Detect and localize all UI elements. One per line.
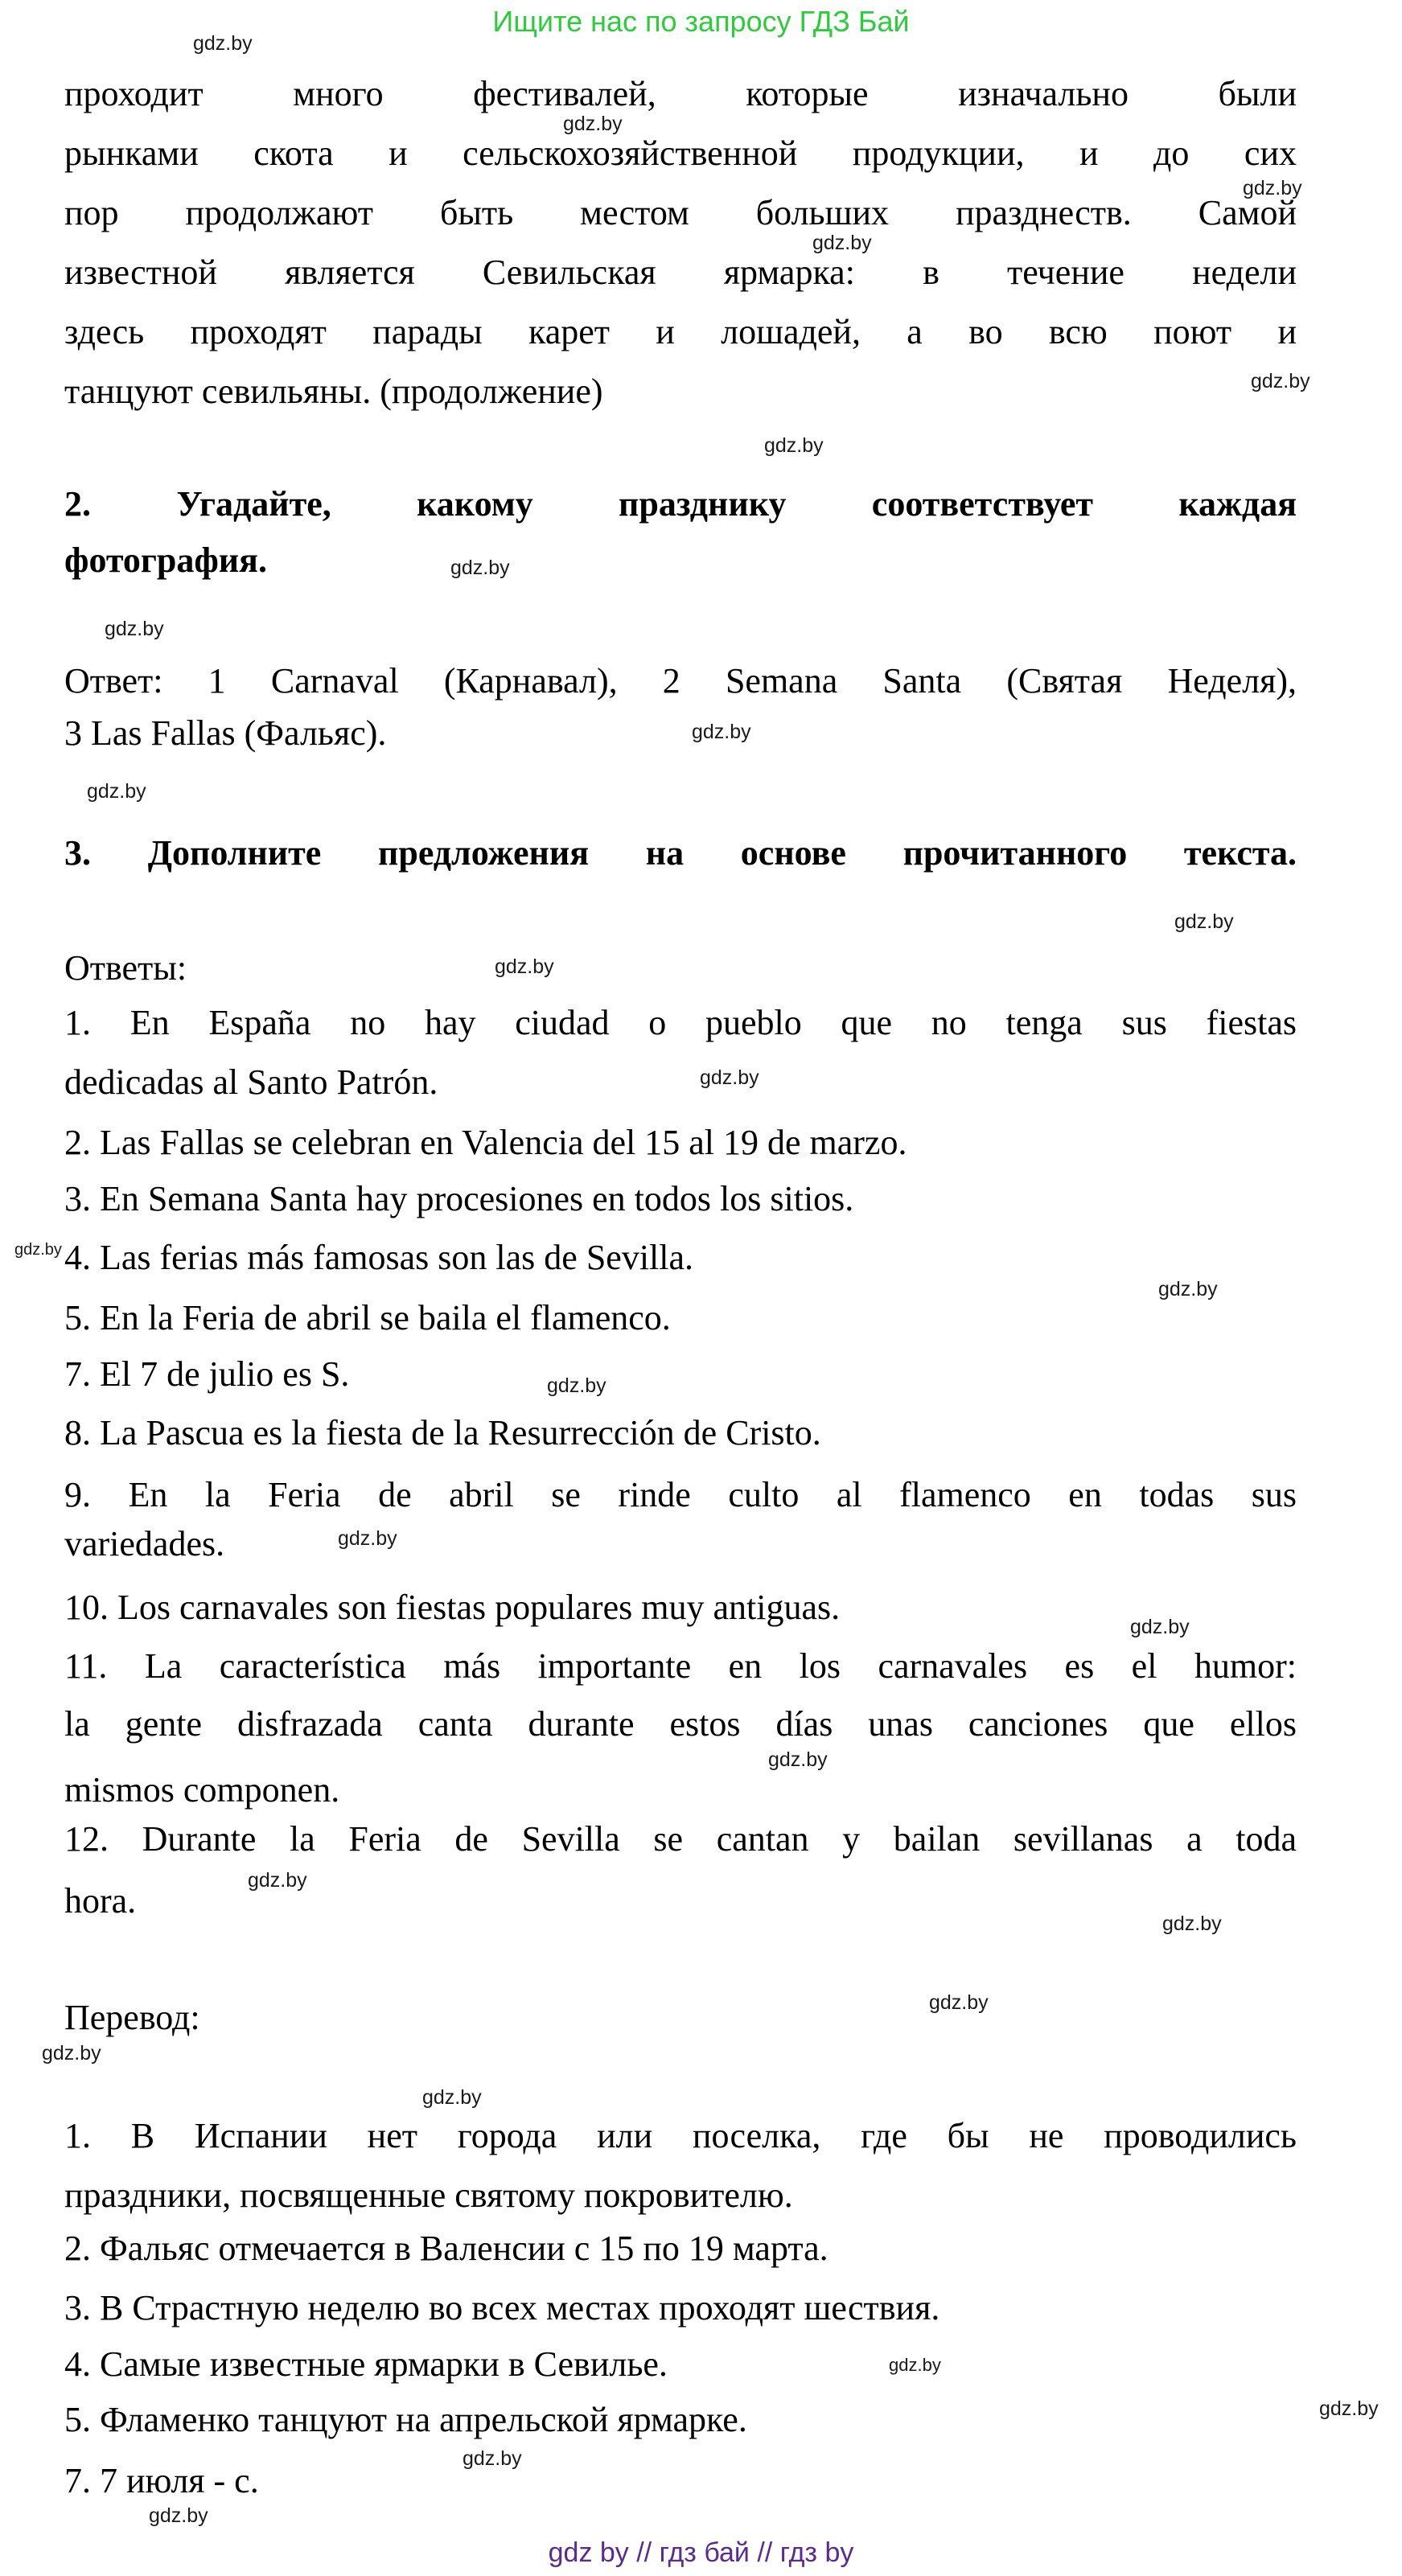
gdz-watermark: gdz.by xyxy=(563,113,623,135)
text-paragraph-line: танцуют севильяны. (продолжение) xyxy=(64,372,603,411)
spanish-answer-line: 1. En España no hay ciudad o pueblo que no tenga sus fiestas xyxy=(64,1003,1297,1042)
text-paragraph-line: пор продолжают быть местом больших празднеств. Самой xyxy=(64,193,1297,232)
gdz-watermark: gdz.by xyxy=(42,2042,101,2064)
text-paragraph-line: проходит много фестивалей, которые изначально были xyxy=(64,74,1297,113)
russian-translation-line: 7. 7 июля - с. xyxy=(64,2461,259,2500)
gdz-watermark: gdz.by xyxy=(105,618,164,640)
text-paragraph-line: известной является Севильская ярмарка: в течение недели xyxy=(64,253,1297,292)
gdz-watermark: gdz.by xyxy=(700,1066,759,1089)
gdz-watermark: gdz.by xyxy=(812,232,872,254)
gdz-watermark: gdz.by xyxy=(248,1869,307,1892)
spanish-answer-line: 10. Los carnavales son fiestas populares muy antiguas. xyxy=(64,1588,841,1627)
russian-translation-line: 1. В Испании нет города или поселка, где бы не проводились xyxy=(64,2116,1297,2155)
task2-heading-line: 2. Угадайте, какому празднику соответствует каждая xyxy=(64,484,1297,524)
spanish-answer-line: 8. La Pascua es la fiesta de la Resurrección de Cristo. xyxy=(64,1413,821,1452)
text-paragraph-line: рынками скота и сельскохозяйственной продукции, и до сих xyxy=(64,134,1297,173)
task3-heading: 3. Дополните предложения на основе прочитанного текста. xyxy=(64,833,1297,873)
gdz-watermark: gdz.by xyxy=(1162,1912,1222,1935)
gdz-watermark: gdz.by xyxy=(338,1527,397,1550)
gdz-watermark: gdz.by xyxy=(547,1374,606,1397)
promo-banner: Ищите нас по запросу ГДЗ Бай xyxy=(492,5,910,38)
gdz-watermark: gdz.by xyxy=(87,780,146,803)
gdz-watermark: gdz.by xyxy=(149,2504,208,2527)
gdz-watermark: gdz.by xyxy=(422,2086,482,2109)
text-paragraph-line: здесь проходят парады карет и лошадей, а во всю поют и xyxy=(64,312,1297,351)
spanish-answer-line: 9. En la Feria de abril se rinde culto al flamenco en todas sus xyxy=(64,1475,1297,1514)
spanish-answer-line: hora. xyxy=(64,1881,137,1921)
task2-heading-line: фотография. xyxy=(64,540,267,580)
gdz-watermark: gdz.by xyxy=(692,721,751,743)
spanish-answer-line: mismos componen. xyxy=(64,1770,340,1810)
gdz-watermark: gdz.by xyxy=(1158,1278,1218,1300)
task2-answer-line: 3 Las Fallas (Фальяс). xyxy=(64,713,387,753)
spanish-answer-line: 3. En Semana Santa hay procesiones en todos los sitios. xyxy=(64,1179,854,1218)
gdz-watermark: gdz.by xyxy=(1130,1616,1190,1638)
gdz-watermark: gdz.by xyxy=(768,1748,828,1771)
russian-translation-line: 4. Самые известные ярмарки в Севилье. xyxy=(64,2344,668,2384)
gdz-watermark: gdz.by xyxy=(1174,910,1234,933)
spanish-answer-line: la gente disfrazada canta durante estos días unas canciones que ellos xyxy=(64,1704,1297,1744)
russian-translation-line: 5. Фламенко танцуют на апрельской ярмарке. xyxy=(64,2400,747,2439)
task2-answer-line: Ответ: 1 Carnaval (Карнавал), 2 Semana Santa (Святая Неделя), xyxy=(64,661,1297,700)
gdz-watermark: gdz.by xyxy=(929,1991,989,2014)
spanish-answer-line: 11. La característica más importante en los carnavales es el humor: xyxy=(64,1646,1297,1686)
spanish-answer-line: 4. Las ferias más famosas son las de Sevilla. xyxy=(64,1238,694,1277)
spanish-answer-line: variedades. xyxy=(64,1524,225,1563)
russian-translation-line: 2. Фальяс отмечается в Валенсии с 15 по 19 марта. xyxy=(64,2229,828,2268)
russian-translation-line: праздники, посвященные святому покровителю. xyxy=(64,2175,793,2215)
gdz-watermark: gdz.by xyxy=(450,557,510,579)
translation-label: Перевод: xyxy=(64,1998,200,2037)
spanish-answer-line: 5. En la Feria de abril se baila el flamenco. xyxy=(64,1298,671,1337)
spanish-answer-line: 7. El 7 de julio es S. xyxy=(64,1354,350,1394)
russian-translation-line: 3. В Страстную неделю во всех местах проходят шествия. xyxy=(64,2288,940,2327)
gdz-watermark: gdz.by xyxy=(889,2355,941,2375)
spanish-answer-line: 12. Durante la Feria de Sevilla se cantan y bailan sevillanas a toda xyxy=(64,1819,1297,1859)
gdz-watermark: gdz.by xyxy=(1319,2397,1379,2420)
gdz-watermark: gdz.by xyxy=(764,434,824,457)
spanish-answer-line: 2. Las Fallas se celebran en Valencia del 15 al 19 de marzo. xyxy=(64,1123,907,1162)
footer-watermark-links: gdz by // гдз бай // гдз by xyxy=(548,2537,854,2568)
gdz-watermark: gdz.by xyxy=(193,32,253,55)
gdz-watermark: gdz.by xyxy=(1243,177,1302,199)
answers-label: Ответы: xyxy=(64,948,187,988)
gdz-watermark: gdz.by xyxy=(463,2447,522,2470)
gdz-watermark: gdz.by xyxy=(1251,370,1310,392)
gdz-watermark: gdz.by xyxy=(495,955,554,978)
spanish-answer-line: dedicadas al Santo Patrón. xyxy=(64,1062,438,1102)
gdz-watermark: gdz.by xyxy=(14,1241,62,1259)
